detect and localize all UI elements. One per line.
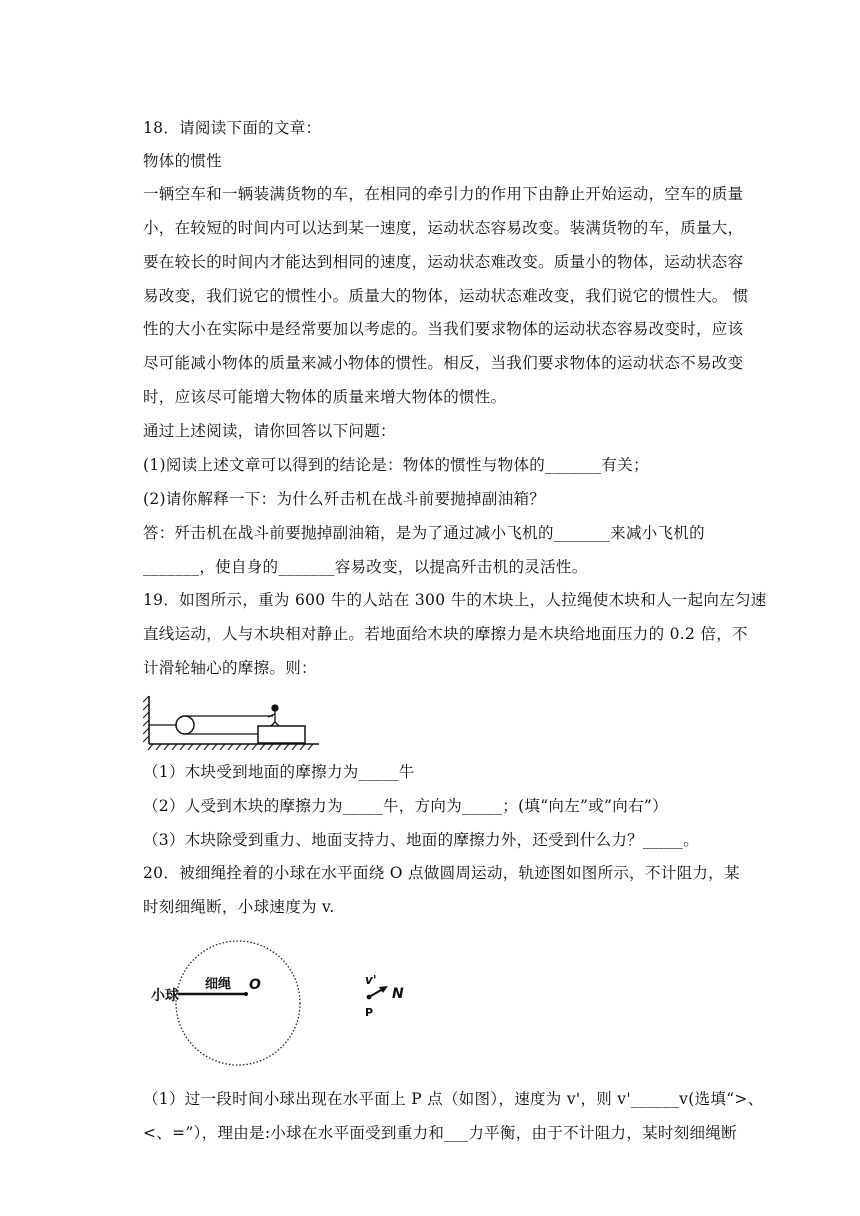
q20-sub1-line2: <、=”），理由是:小球在水平面受到重力和___力平衡，由于不计阻力，某时刻细绳断 [143,1124,737,1142]
circular-trajectory [176,941,300,1065]
pulley-wheel [176,716,194,734]
velocity-arrow-shaft [369,989,383,997]
q18-article-title: 物体的惯性 [143,152,223,170]
q19-stem-line: 19．如图所示，重为 600 牛的人站在 300 牛的木块上，人拉绳使木块和人一起向左匀速 [143,591,767,609]
q18-prompt: 通过上述阅读，请你回答以下问题： [143,422,396,440]
q18-paragraph-line: 要在较长的时间内才能达到相同的速度，运动状态难改变。质量小的物体，运动状态容 [143,253,744,271]
q20-stem-line2: 时刻细绳断，小球速度为 v. [143,898,335,916]
velocity-label: v' [365,973,377,987]
q18-title: 18．请阅读下面的文章： [143,119,322,137]
ground-hatching [148,744,313,750]
q19-sub3: （3）木块除受到重力、地面支持力、地面的摩擦力外，还受到什么力？_____。 [143,831,700,849]
q18-answer-line1: 答：歼击机在战斗前要抛掉副油箱，是为了通过减小飞机的_______来减小飞机的 [143,524,705,542]
q19-sub2: （2）人受到木块的摩擦力为_____牛，方向为_____；(填“向左”或”向右”） [143,797,668,815]
q18-sub1: (1)阅读上述文章可以得到的结论是：物体的惯性与物体的_______有关； [143,456,649,474]
q18-paragraph-line: 小，在较短的时间内可以达到某一速度，运动状态容易改变。装满货物的车，质量大， [143,219,744,237]
q18-sub2: (2)请你解释一下：为什么歼击机在战斗前要抛掉副油箱？ [143,490,546,508]
q18-paragraph-line: 尽可能减小物体的质量来减小物体的惯性。相反，当我们要求物体的运动状态不易改变 [143,354,744,372]
q18-paragraph-line: 时，应该尽可能增大物体的质量来增大物体的惯性。 [143,388,507,406]
wall-hatching [143,696,149,742]
direction-label: N [392,986,404,1002]
q19-sub1: （1）木块受到地面的摩擦力为_____牛 [143,763,415,781]
q19-stem-line: 计滑轮轴心的摩擦。则： [143,659,317,677]
ball-label: 小球 [151,988,179,1004]
q18-paragraph-line: 性的大小在实际中是经常要加以考虑的。当我们要求物体的运动状态容易改变时，应该 [143,320,744,338]
wooden-block [258,726,305,743]
q20-sub1-line1: （1）过一段时间小球出现在水平面上 P 点（如图），速度为 v'，则 v'______v(选填“>、 [143,1090,764,1108]
pulley-diagram [143,694,323,752]
q20-stem-line1: 20．被细绳拴着的小球在水平面绕 O 点做圆周运动，轨迹图如图所示，不计阻力，某 [143,864,740,882]
center-label: O [249,977,261,993]
q19-stem-line: 直线运动，人与木块相对静止。若地面给木块的摩擦力是木块给地面压力的 0.2 倍，不 [143,625,748,643]
rope-label: 细绳 [205,977,232,992]
q18-paragraph-line: 易改变，我们说它的惯性小。质量大的物体，运动状态难改变，我们说它的惯性大。 惯 [143,287,749,305]
q18-answer-line2: _______，使自身的_______容易改变，以提高歼击机的灵活性。 [143,558,588,576]
q18-paragraph-line: 一辆空车和一辆装满货物的车，在相同的牵引力的作用下由静止开始运动，空车的质量 [143,185,744,203]
center-point [244,992,248,996]
point-label: P [365,1006,374,1019]
circular-motion-diagram [143,938,433,1078]
